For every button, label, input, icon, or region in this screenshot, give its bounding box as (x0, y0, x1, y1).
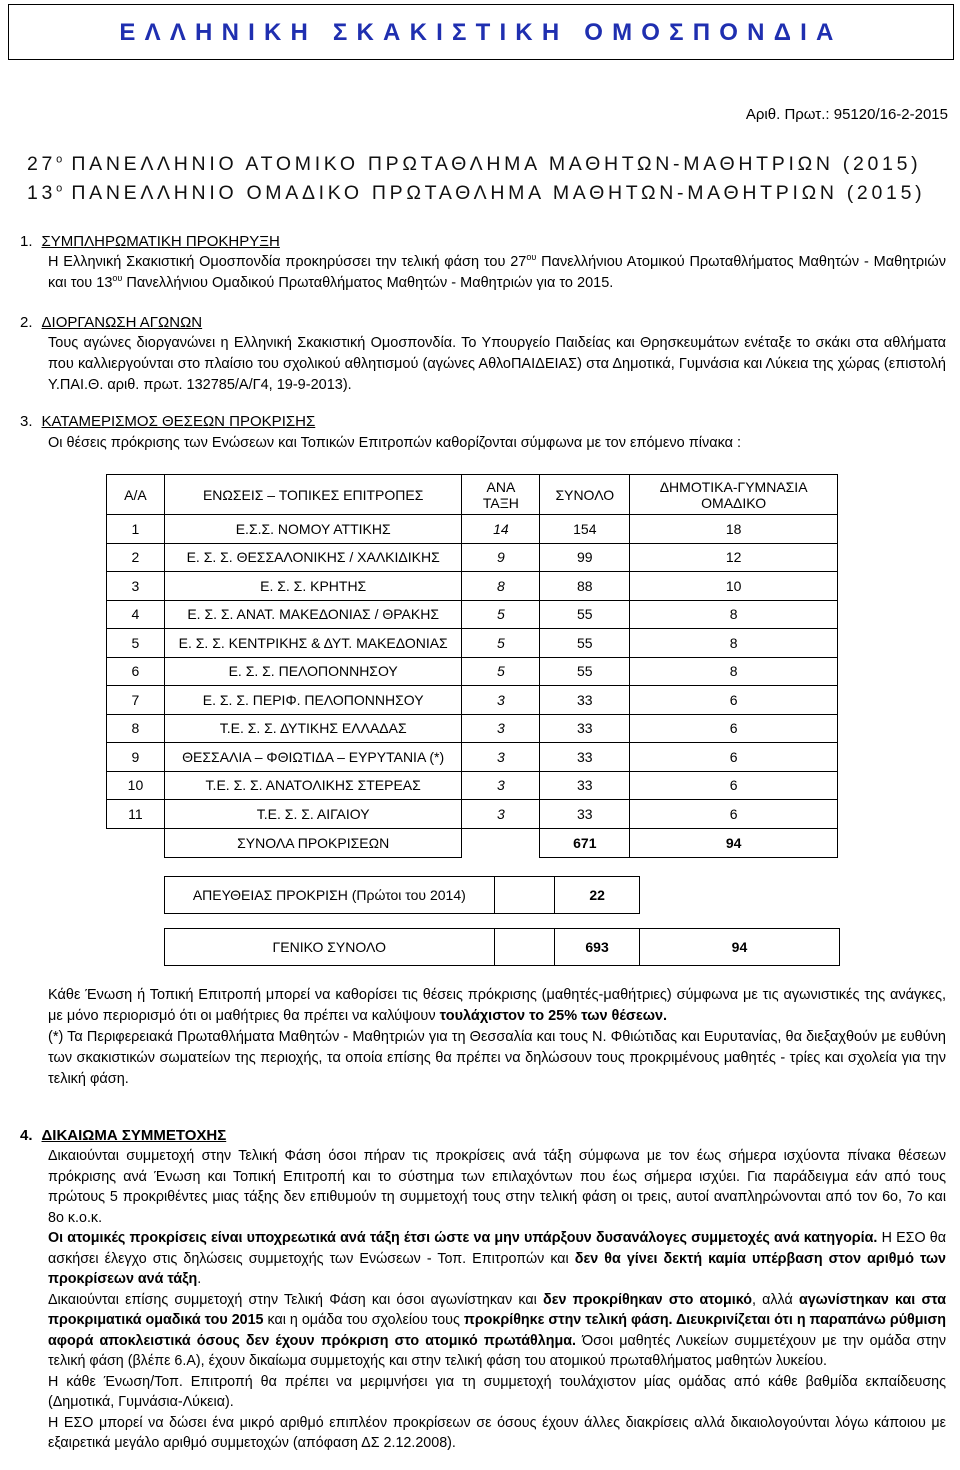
row-total: 33 (540, 771, 630, 800)
row-per-grade: 9 (462, 543, 540, 572)
table-header-row (107, 475, 838, 515)
row-total: 55 (540, 600, 630, 629)
row-per-grade: 3 (462, 771, 540, 800)
row-union: Τ.Ε. Σ. Σ. ΑΙΓΑΙΟΥ (164, 800, 462, 829)
row-union: Ε.Σ.Σ. ΝΟΜΟΥ ΑΤΤΙΚΗΣ (164, 515, 462, 544)
totals-total: 671 (540, 828, 630, 857)
section-3-heading: 3. ΚΑΤΑΜΕΡΙΣΜΟΣ ΘΕΣΕΩΝ ΠΡΟΚΡΙΣΗΣ (20, 413, 316, 430)
direct-qualification-box (164, 876, 640, 914)
row-per-grade: 5 (462, 600, 540, 629)
section-4-p1: Δικαιούνται συμμετοχή στην Τελική Φάση όσοι πήραν τις προκρίσεις ανά τάξη σύμφωνα με τον έως σήμερα ισχύοντα πίνακα θέσεων πρόκρισης ανά Ένωση και Τοπική Επιτροπή και το σύστημα των επιλαχόντων που έως σήμερα ισχύει. Για παράδειγμα εάν από τους πρώτους 5 προκριθέντες μιας τάξης δεν επιθυμούν τη συμμετοχή τους στην τελική φάση οι τρεις, αυτοί αναπληρώνονται από τον 6ο, 7ο και 8ο κ.ο.κ. (48, 1148, 946, 1226)
row-union: Ε. Σ. Σ. ΚΕΝΤΡΙΚΗΣ & ΔΥΤ. ΜΑΚΕΔΟΝΙΑΣ (164, 629, 462, 658)
table-row (107, 800, 838, 829)
federation-title: ΕΛΛΗΝΙΚΗ ΣΚΑΚΙΣΤΙΚΗ ΟΜΟΣΠΟΝΔΙΑ (119, 19, 843, 46)
row-number: 6 (107, 657, 165, 686)
header-team: ΔΗΜΟΤΙΚΑ-ΓΥΜΝΑΣΙΑ ΟΜΑΔΙΚΟ (630, 475, 838, 515)
row-team: 6 (630, 686, 838, 715)
row-number: 2 (107, 543, 165, 572)
grand-label: ΓΕΝΙΚΟ ΣΥΝΟΛΟ (165, 929, 495, 965)
row-number: 11 (107, 800, 165, 829)
row-total: 33 (540, 714, 630, 743)
row-team: 8 (630, 600, 838, 629)
row-per-grade: 3 (462, 714, 540, 743)
row-team: 6 (630, 800, 838, 829)
row-team: 12 (630, 543, 838, 572)
row-team: 6 (630, 743, 838, 772)
row-per-grade: 5 (462, 657, 540, 686)
championship-title-1: $27^o$ ΠΑΝΕΛΛΗΝΙΟ ΑΤΟΜΙΚΟ ΠΡΩΤΑΘΛΗΜΑ ΜΑΘΗΤΩΝ-ΜΑΘΗΤΡΙΩΝ (2015) (27, 153, 922, 175)
table-row (107, 743, 838, 772)
note-2: (*) Τα Περιφερειακά Πρωταθλήματα Μαθητών - Μαθητριών για τη Θεσσαλία και τους Ν. Φθιώτιδας και Ευρυτανίας, θα διεξαχθούν με ευθύνη των σκακιστικών σωματείων της περιοχής, τα οποία επίσης θα πρέπει να δηλώσουν τους προκριμένους μαθητές - τρίες και σχολεία για την τελική φάση. (48, 1029, 946, 1087)
row-per-grade: 14 (462, 515, 540, 544)
section-4-p3: Δικαιούνται επίσης συμμετοχή στην Τελική Φάση και όσοι αγωνίστηκαν και δεν προκρίθηκαν στο ατομικό, αλλά αγωνίστηκαν και στα προκριματικά ομαδικά του 2015 και η ομάδα του σχολείου τους προκρίθηκε στην τελική φάση. Διευκρινίζεται ότι η παραπάνω ρύθμιση αφορά αποκλειστικά όσους δεν έχουν πρόκριση στο ατομικό πρωτάθλημα. Όσοι μαθητές Λυκείων συμμετέχουν με την ομάδα στην τελική φάση (βλέπε 6.Α), έχουν δικαίωμα συμμετοχής και στην τελική φάση του ατομικού πρωταθλήματος μαθητών λυκείου. (48, 1291, 947, 1369)
row-total: 33 (540, 743, 630, 772)
table-row (107, 515, 838, 544)
row-total: 99 (540, 543, 630, 572)
header-per-grade: ΑΝΑ ΤΑΞΗ (462, 475, 540, 515)
row-total: 154 (540, 515, 630, 544)
totals-label: ΣΥΝΟΛΑ ΠΡΟΚΡΙΣΕΩΝ (164, 828, 462, 857)
row-team: 8 (630, 657, 838, 686)
row-number: 4 (107, 600, 165, 629)
notes (48, 985, 946, 1090)
section-2-heading: 2. ΔΙΟΡΓΑΝΩΣΗ ΑΓΩΝΩΝ (20, 314, 203, 331)
section-1-heading: 1. ΣΥΜΠΛΗΡΩΜΑΤΙΚΗ ΠΡΟΚΗΡΥΞΗ (20, 233, 280, 250)
grand-team: 94 (731, 939, 748, 955)
row-team: 8 (630, 629, 838, 658)
row-number: 9 (107, 743, 165, 772)
section-2-text: Τους αγώνες διοργανώνει η Ελληνική Σκακιστική Ομοσπονδία. Το Υπουργείο Παιδείας και Θρησκευμάτων ενέταξε το σκάκι στα αθλήματα που καλλιεργούνται στο πλαίσιο του σχολικού αθλητισμού (αγώνες ΑθλοΠΑΙΔΕΙΑΣ) στα Δημοτικά, Γυμνάσια και Λύκεια της χώρας (επιστολή Υ.ΠΑΙ.Θ. αριθ. πρωτ. 132785/Α/Γ4, 19-9-2013). (48, 335, 946, 393)
row-number: 7 (107, 686, 165, 715)
grand-total: 693 (554, 929, 640, 965)
table-row (107, 543, 838, 572)
row-team: 6 (630, 714, 838, 743)
table-row (107, 629, 838, 658)
row-total: 55 (540, 629, 630, 658)
section-1-text: Η Ελληνική Σκακιστική Ομοσπονδία προκηρύσσει την τελική φάση του $27^{o\upsilon}$ Πανελλήνιου Ατομικού Πρωταθλήματος Μαθητών - Μαθητριών και του $13^{o\upsilon}$ Πανελλήνιου Ομαδικού Πρωταθλήματος Μαθητών - Μαθητριών για το 2015. (48, 252, 946, 291)
totals-row (107, 828, 838, 857)
section-4-text (48, 1146, 946, 1454)
row-per-grade: 8 (462, 572, 540, 601)
table-row (107, 572, 838, 601)
row-total: 88 (540, 572, 630, 601)
section-3-text: Οι θέσεις πρόκρισης των Ενώσεων και Τοπικών Επιτροπών καθορίζονται σύμφωνα με τον επόμενο πίνακα : (48, 435, 742, 451)
row-team: 6 (630, 771, 838, 800)
row-number: 5 (107, 629, 165, 658)
header-aa: Α/Α (107, 475, 165, 515)
row-number: 3 (107, 572, 165, 601)
section-4-p5: Η ΕΣΟ μπορεί να δώσει ένα μικρό αριθμό επιπλέον προκρίσεων σε όσους έχουν άλλες διακρίσεις αλλά δικαιολογούνται λόγω κάποιου με εξαιρετικά μεγάλο αριθμό συμμετοχών (απόφαση ΔΣ 2.12.2008). (48, 1414, 946, 1451)
row-union: Τ.Ε. Σ. Σ. ΔΥΤΙΚΗΣ ΕΛΛΑΔΑΣ (164, 714, 462, 743)
table-row (107, 657, 838, 686)
row-team: 10 (630, 572, 838, 601)
qualification-table (106, 474, 838, 858)
table-row (107, 714, 838, 743)
row-union: Ε. Σ. Σ. ΚΡΗΤΗΣ (164, 572, 462, 601)
section-4-p4: Η κάθε Ένωση/Τοπ. Επιτροπή θα πρέπει να μεριμνήσει για τη συμμετοχή τουλάχιστον μίας ομάδας από κάθε βαθμίδα εκπαίδευσης (Δημοτικά, Γυμνάσια-Λύκεια). (48, 1373, 946, 1410)
row-per-grade: 5 (462, 629, 540, 658)
note-1: Κάθε Ένωση ή Τοπική Επιτροπή μπορεί να καθορίσει τις θέσεις πρόκρισης (μαθητές-μαθήτριες) σύμφωνα με τις αγωνιστικές της ανάγκες, με μόνο περιορισμό ότι οι μαθήτριες θα πρέπει να καλύψουν τουλάχιστον το 25% των θέσεων. (48, 987, 946, 1024)
row-union: Ε. Σ. Σ. ΠΕΛΟΠΟΝΝΗΣΟΥ (164, 657, 462, 686)
header-unions: ΕΝΩΣΕΙΣ – ΤΟΠΙΚΕΣ ΕΠΙΤΡΟΠΕΣ (164, 475, 462, 515)
table-row (107, 600, 838, 629)
row-union: Τ.Ε. Σ. Σ. ΑΝΑΤΟΛΙΚΗΣ ΣΤΕΡΕΑΣ (164, 771, 462, 800)
header-total: ΣΥΝΟΛΟ (540, 475, 630, 515)
protocol-number: Αριθ. Πρωτ.: 95120/16-2-2015 (745, 106, 948, 123)
row-union: Ε. Σ. Σ. ΠΕΡΙΦ. ΠΕΛΟΠΟΝΝΗΣΟΥ (164, 686, 462, 715)
table-row (107, 771, 838, 800)
table-row (107, 686, 838, 715)
direct-label: ΑΠΕΥΘΕΙΑΣ ΠΡΟΚΡΙΣΗ (Πρώτοι του 2014) (165, 877, 495, 913)
row-union: Ε. Σ. Σ. ΘΕΣΣΑΛΟΝΙΚΗΣ / ΧΑΛΚΙΔΙΚΗΣ (164, 543, 462, 572)
row-union: Ε. Σ. Σ. ΑΝΑΤ. ΜΑΚΕΔΟΝΙΑΣ / ΘΡΑΚΗΣ (164, 600, 462, 629)
totals-team: 94 (630, 828, 838, 857)
row-total: 33 (540, 800, 630, 829)
row-union: ΘΕΣΣΑΛΙΑ – ΦΘΙΩΤΙΔΑ – ΕΥΡΥΤΑΝΙΑ (*) (164, 743, 462, 772)
section-4-heading: 4. ΔΙΚΑΙΩΜΑ ΣΥΜΜΕΤΟΧΗΣ (20, 1127, 227, 1144)
row-number: 1 (107, 515, 165, 544)
direct-value: 22 (554, 877, 639, 913)
grand-total-box (164, 928, 840, 966)
header-frame (8, 4, 954, 60)
row-team: 18 (630, 515, 838, 544)
championship-title-2: $13^o$ ΠΑΝΕΛΛΗΝΙΟ ΟΜΑΔΙΚΟ ΠΡΩΤΑΘΛΗΜΑ ΜΑΘΗΤΩΝ-ΜΑΘΗΤΡΙΩΝ (2015) (27, 182, 926, 204)
row-number: 8 (107, 714, 165, 743)
row-total: 33 (540, 686, 630, 715)
row-per-grade: 3 (462, 686, 540, 715)
section-4-p2: Οι ατομικές προκρίσεις είναι υποχρεωτικά ανά τάξη έτσι ώστε να μην υπάρξουν δυσανάλογες συμμετοχές ανά κατηγορία. Η ΕΣΟ θα ασκήσει έλεγχο στις δηλώσεις συμμετοχής των Ενώσεων - Τοπ. Επιτροπών και δεν θα γίνει δεκτή καμία υπέρβαση στον αριθμό των προκρίσεων ανά τάξη. (48, 1230, 946, 1287)
row-total: 55 (540, 657, 630, 686)
row-per-grade: 3 (462, 800, 540, 829)
row-number: 10 (107, 771, 165, 800)
row-per-grade: 3 (462, 743, 540, 772)
